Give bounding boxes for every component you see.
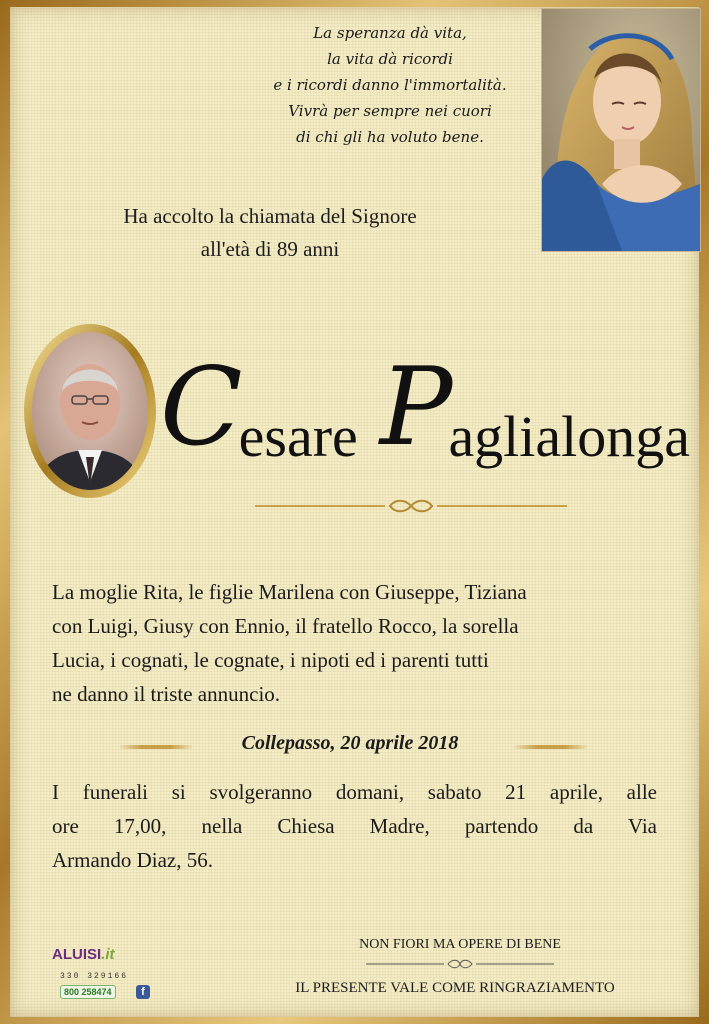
dateline — [0, 730, 709, 760]
funeral-details — [52, 775, 657, 877]
family-announcement — [52, 575, 662, 711]
madonna-image — [541, 8, 701, 252]
first-name-initial: C — [160, 345, 239, 470]
dateline-bar-left — [120, 745, 192, 749]
ornament-divider — [255, 497, 567, 515]
family-line: Lucia, i cognati, le cognate, i nipoti ed i parenti tutti — [52, 648, 489, 672]
aluisi-logo — [52, 944, 172, 1006]
quote-line: e i ricordi danno l'immortalità. — [273, 76, 507, 94]
facebook-icon: f — [136, 985, 150, 999]
intro-line-1: Ha accolto la chiamata del Signore — [123, 204, 417, 228]
quote-line: la vita dà ricordi — [327, 50, 453, 68]
last-name-initial: P — [379, 345, 449, 470]
family-line: ne danno il triste annuncio. — [52, 682, 281, 706]
memorial-quote — [250, 20, 530, 150]
quote-line: di chi gli ha voluto bene. — [296, 128, 484, 146]
intro-line-2: all'età di 89 anni — [200, 237, 340, 261]
deceased-portrait — [22, 322, 158, 500]
family-line: con Luigi, Giusy con Ennio, il fratello Rocco, la sorella — [52, 614, 519, 638]
logo-phone: 330 329166 — [60, 972, 129, 981]
footer-no-flowers: NON FIORI MA OPERE DI BENE — [359, 937, 561, 952]
funeral-line: Armando Diaz, 56. — [52, 848, 213, 872]
intro-text — [40, 200, 500, 266]
footer-thanks: IL PRESENTE VALE COME RINGRAZIAMENTO — [295, 980, 615, 996]
place-date: Collepasso, 20 aprile 2018 — [241, 732, 459, 754]
footer-ornament — [366, 958, 554, 970]
funeral-line: ore 17,00, nella Chiesa Madre, partendo da Via — [52, 814, 657, 838]
logo-tollfree: 800 258474 — [60, 985, 116, 999]
quote-line: Vivrà per sempre nei cuori — [288, 102, 492, 120]
last-name-rest: aglialonga — [448, 404, 691, 469]
quote-line: La speranza dà vita, — [313, 24, 467, 42]
first-name-rest: esare — [238, 404, 358, 469]
logo-brand: ALUISI.it — [52, 946, 115, 963]
family-line: La moglie Rita, le figlie Marilena con Giuseppe, Tiziana — [52, 580, 527, 604]
dateline-bar-right — [515, 745, 587, 749]
deceased-name — [160, 345, 700, 495]
funeral-line: I funerali si svolgeranno domani, sabato 21 aprile, alle — [52, 780, 657, 804]
